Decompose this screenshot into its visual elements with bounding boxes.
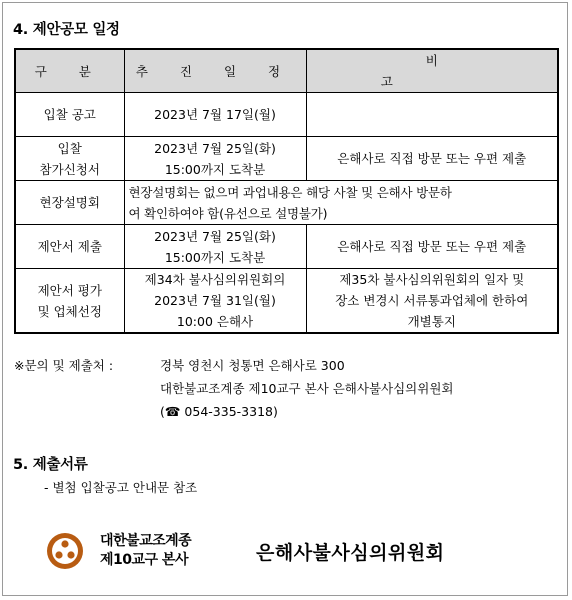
footer — [0, 520, 572, 584]
table-header-row — [15, 49, 558, 93]
row-note: 은해사로 직접 방문 또는 우편 제출 — [306, 225, 558, 269]
row-category: 입찰 공고 — [15, 93, 124, 137]
table-row — [15, 181, 558, 225]
submission-item: - 별첨 입찰공고 안내문 참조 — [44, 480, 198, 495]
row-schedule: 2023년 7월 25일(화) 15:00까지 도착분 — [124, 137, 306, 181]
row-category: 제안서 제출 — [15, 225, 124, 269]
table-row — [15, 225, 558, 269]
header-category: 구 분 — [15, 49, 124, 93]
org-line-1: 대한불교조계종 — [100, 533, 192, 549]
header-note: 비 고 — [306, 49, 558, 93]
row-schedule: 제34차 불사심의위원회의 2023년 7월 31일(월) 10:00 은해사 — [124, 269, 306, 334]
section-4-title: 4. 제안공모 일정 — [13, 22, 120, 38]
row-category: 현장설명회 — [15, 181, 124, 225]
contact-organization: 대한불교조계종 제10교구 본사 은해사불사심의위원회 — [160, 381, 454, 396]
contact-address: 경북 영천시 청통면 은해사로 300 — [160, 358, 345, 373]
committee-name: 은해사불사심의위원회 — [256, 542, 445, 564]
row-note: 은해사로 직접 방문 또는 우편 제출 — [306, 137, 558, 181]
row-category: 제안서 평가 및 업체선정 — [15, 269, 124, 334]
row-schedule: 2023년 7월 25일(화) 15:00까지 도착분 — [124, 225, 306, 269]
org-line-2: 제10교구 본사 — [100, 552, 188, 568]
row-merged-note: 현장설명회는 없으며 과업내용은 해당 사찰 및 은해사 방문하 여 확인하여야 함(유선으로 설명불가) — [124, 181, 558, 225]
contact-phone: (☎ 054-335-3318) — [160, 404, 278, 419]
organization-name — [100, 532, 191, 570]
table-row — [15, 93, 558, 137]
contact-info — [14, 354, 453, 423]
contact-label: ※문의 및 제출처 : — [14, 358, 114, 373]
section-5-title: 5. 제출서류 — [13, 457, 88, 473]
table-row — [15, 269, 558, 334]
header-schedule: 추 진 일 정 — [124, 49, 306, 93]
row-note — [306, 93, 558, 137]
schedule-table — [14, 48, 559, 334]
row-schedule: 2023년 7월 17일(월) — [124, 93, 306, 137]
row-category: 입찰 참가신청서 — [15, 137, 124, 181]
temple-logo-icon — [46, 532, 84, 570]
table-row — [15, 137, 558, 181]
row-note: 제35차 불사심의위원회의 일자 및 장소 변경시 서류통과업체에 한하여 개별통지 — [306, 269, 558, 334]
